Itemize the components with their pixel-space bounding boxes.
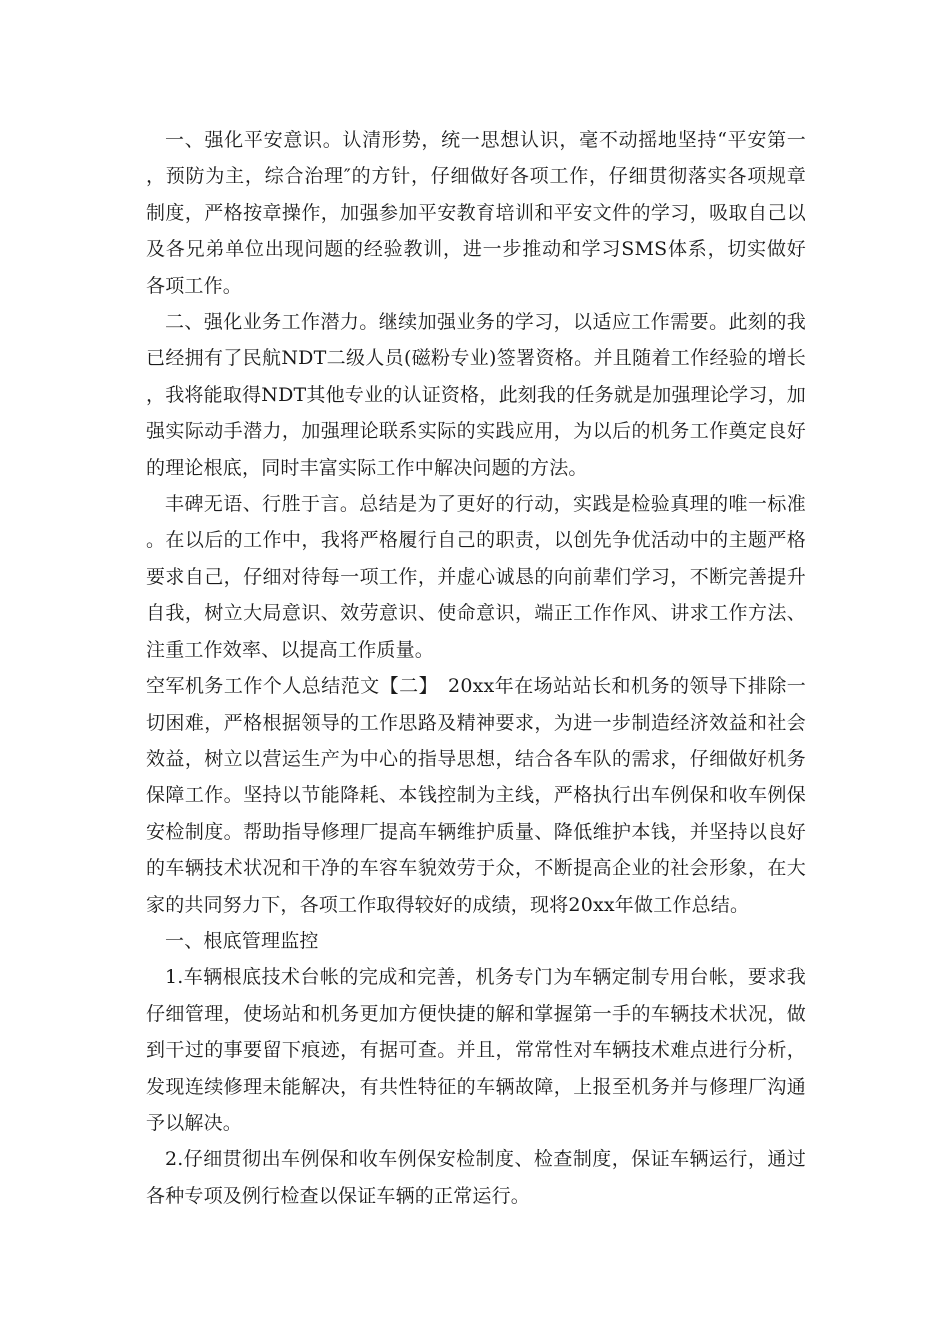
- paragraph-business-capability: 二、强化业务工作潜力。继续加强业务的学习，以适应工作需要。此刻的我已经拥有了民航NDT二级人员(磁粉专业)签署资格。并且随着工作经验的增长，我将能取得NDT其他专业的认证资格，此刻我的任务就是加强理论学习，加强实际动手潜力，加强理论联系实际的实践应用，为以后的机务工作奠定良好的理论根底，同时丰富实际工作中解决问题的方法。: [146, 311, 806, 479]
- paragraph-sample-two-intro: 空军机务工作个人总结范文【二】 20xx年在场站站长和机务的领导下排除一切困难，严格根据领导的工作思路及精神要求，为进一步制造经济效益和社会效益，树立以营运生产为中心的指导思想，结合各车队的需求，仔细做好机务保障工作。坚持以节能降耗、本钱控制为主线，严格执行出车例保和收车例保安检制度。帮助指导修理厂提高车辆维护质量、降低维护本钱，并坚持以良好的车辆技术状况和干净的车容车貌效劳于众，不断提高企业的社会形象，在大家的共同努力下，各项工作取得较好的成绩，现将20xx年做工作总结。: [146, 675, 806, 916]
- section-heading-basic-management: 一、根底管理监控: [165, 929, 319, 952]
- paragraph-summary-conclusion: 丰碑无语、行胜于言。总结是为了更好的行动，实践是检验真理的唯一标准。在以后的工作中，我将严格履行自己的职责，以创先争优活动中的主题严格要求自己，仔细对待每一项工作，并虚心诚恳的向前辈们学习，不断完善提升自我，树立大局意识、效劳意识、使命意识，端正工作作风、讲求工作方法、注重工作效率、以提高工作质量。: [146, 493, 806, 661]
- paragraph-item-1: 1.车辆根底技术台帐的完成和完善，机务专门为车辆定制专用台帐，要求我仔细管理，使场站和机务更加方便快捷的解和掌握第一手的车辆技术状况，做到干过的事要留下痕迹，有据可查。并且，常常性对车辆技术难点进行分析，发现连续修理未能解决，有共性特征的车辆故障，上报至机务并与修理厂沟通予以解决。: [146, 966, 806, 1134]
- document-body: [146, 122, 806, 1214]
- paragraph-item-2: 2.仔细贯彻出车例保和收车例保安检制度、检查制度，保证车辆运行，通过各种专项及例行检查以保证车辆的正常运行。: [146, 1148, 806, 1207]
- paragraph-safety-awareness: 一、强化平安意识。认清形势，统一思想认识，毫不动摇地坚持“平安第一，预防为主，综合治理″的方针，仔细做好各项工作，仔细贯彻落实各项规章制度，严格按章操作，加强参加平安教育培训和平安文件的学习，吸取自己以及各兄弟单位出现问题的经验教训，进一步推动和学习SMS体系，切实做好各项工作。: [146, 129, 806, 297]
